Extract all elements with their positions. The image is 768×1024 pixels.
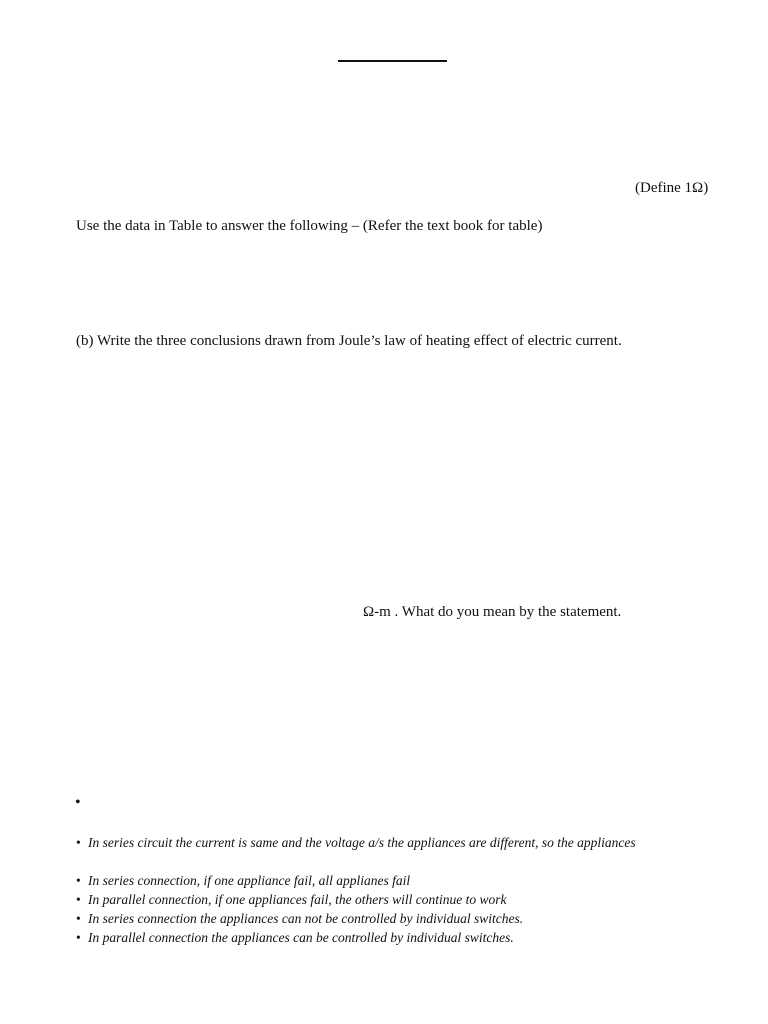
- bullet-icon: •: [76, 835, 81, 850]
- resistivity-question-fragment: Ω-m . What do you mean by the statement.: [363, 604, 622, 620]
- list-item: [76, 833, 636, 852]
- empty-bullet: •: [75, 794, 81, 811]
- bullet-icon: •: [76, 911, 81, 926]
- title-underline: [338, 60, 447, 62]
- bullet-icon: •: [76, 930, 81, 945]
- bullet-icon: •: [76, 892, 81, 907]
- list-item-text: In parallel connection, if one appliances fail, the others will continue to work: [88, 892, 507, 907]
- list-item: [76, 890, 506, 909]
- bullet-icon: •: [76, 873, 81, 888]
- list-item: [76, 928, 514, 947]
- list-item-text: In series connection, if one appliance fail, all applianes fail: [88, 873, 411, 888]
- joule-law-question: (b) Write the three conclusions drawn from Joule’s law of heating effect of electric current.: [76, 333, 622, 349]
- list-item: [76, 871, 410, 890]
- list-item-text: In series circuit the current is same and the voltage a/s the appliances are different, so the appliances: [88, 835, 636, 850]
- list-item-text: In series connection the appliances can not be controlled by individual switches.: [88, 911, 524, 926]
- define-ohm-note: (Define 1Ω): [635, 180, 709, 196]
- list-item-text: In parallel connection the appliances can be controlled by individual switches.: [88, 930, 514, 945]
- list-item: [76, 909, 523, 928]
- table-instruction: Use the data in Table to answer the following – (Refer the text book for table): [76, 218, 543, 234]
